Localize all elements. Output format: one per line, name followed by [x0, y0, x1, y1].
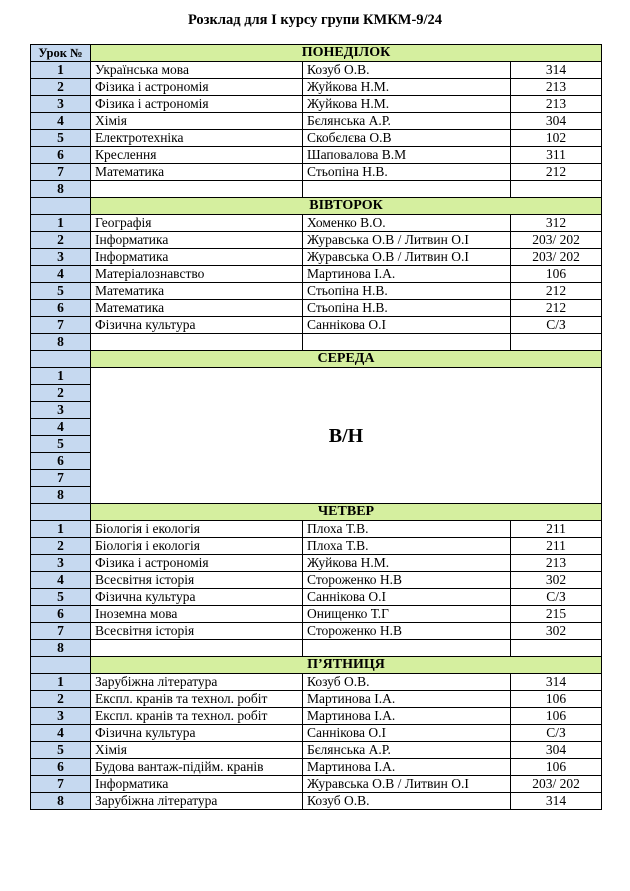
- day-name: ПОНЕДІЛОК: [91, 45, 602, 62]
- room-cell: С/З: [511, 317, 602, 334]
- table-row: [31, 300, 602, 317]
- table-row: [31, 555, 602, 572]
- subject-cell: [91, 181, 303, 198]
- table-row: [31, 606, 602, 623]
- lesson-number: 8: [31, 793, 91, 810]
- teacher-cell: [303, 334, 511, 351]
- day-header-row: [31, 351, 602, 368]
- lesson-number: 6: [31, 147, 91, 164]
- room-cell: 106: [511, 708, 602, 725]
- teacher-cell: Журавська О.В / Литвин О.І: [303, 249, 511, 266]
- teacher-cell: Мартинова І.А.: [303, 759, 511, 776]
- table-row: [31, 538, 602, 555]
- day-header-row: [31, 504, 602, 521]
- subject-cell: Експл. кранів та технол. робіт: [91, 708, 303, 725]
- table-row: [31, 368, 602, 385]
- room-cell: 106: [511, 266, 602, 283]
- lesson-number: 4: [31, 266, 91, 283]
- lesson-number: 5: [31, 742, 91, 759]
- room-cell: 203/ 202: [511, 232, 602, 249]
- table-row: [31, 674, 602, 691]
- subject-cell: Математика: [91, 164, 303, 181]
- table-row: [31, 691, 602, 708]
- room-cell: 212: [511, 283, 602, 300]
- table-row: [31, 572, 602, 589]
- table-row: [31, 623, 602, 640]
- teacher-cell: Стороженко Н.В: [303, 572, 511, 589]
- day-name: ЧЕТВЕР: [91, 504, 602, 521]
- subject-cell: Іноземна мова: [91, 606, 303, 623]
- lesson-number: 7: [31, 164, 91, 181]
- room-cell: 213: [511, 555, 602, 572]
- subject-cell: Фізика і астрономія: [91, 96, 303, 113]
- lesson-number: 2: [31, 691, 91, 708]
- subject-cell: Українська мова: [91, 62, 303, 79]
- table-row: [31, 181, 602, 198]
- table-row: [31, 742, 602, 759]
- room-cell: 203/ 202: [511, 776, 602, 793]
- subject-cell: Фізична культура: [91, 725, 303, 742]
- teacher-cell: Козуб О.В.: [303, 674, 511, 691]
- table-row: [31, 164, 602, 181]
- room-cell: 102: [511, 130, 602, 147]
- teacher-cell: Онищенко Т.Г: [303, 606, 511, 623]
- lesson-number: 3: [31, 402, 91, 419]
- subject-cell: Фізика і астрономія: [91, 79, 303, 96]
- table-row: [31, 776, 602, 793]
- subject-cell: Всесвітня історія: [91, 572, 303, 589]
- lesson-number: 3: [31, 96, 91, 113]
- subject-cell: Фізика і астрономія: [91, 555, 303, 572]
- teacher-cell: Шаповалова В.М: [303, 147, 511, 164]
- teacher-cell: Бєлянська А.Р.: [303, 113, 511, 130]
- lesson-number: 8: [31, 640, 91, 657]
- merged-day-note: В/Н: [91, 368, 602, 504]
- teacher-cell: Стьопіна Н.В.: [303, 164, 511, 181]
- subject-cell: Математика: [91, 300, 303, 317]
- teacher-cell: Саннікова О.І: [303, 725, 511, 742]
- teacher-cell: Хоменко В.О.: [303, 215, 511, 232]
- teacher-cell: Бєлянська А.Р.: [303, 742, 511, 759]
- lesson-number: 6: [31, 453, 91, 470]
- subject-cell: Електротехніка: [91, 130, 303, 147]
- room-cell: 312: [511, 215, 602, 232]
- teacher-cell: Козуб О.В.: [303, 793, 511, 810]
- lesson-number-header: Урок №: [31, 45, 91, 62]
- subject-cell: Географія: [91, 215, 303, 232]
- table-row: [31, 708, 602, 725]
- schedule-body: [31, 45, 602, 810]
- day-name: ВІВТОРОК: [91, 198, 602, 215]
- subject-cell: Інформатика: [91, 776, 303, 793]
- day-header-spacer: [31, 657, 91, 674]
- page-title: Розклад для І курсу групи КМКМ-9/24: [187, 12, 443, 28]
- subject-cell: Фізична культура: [91, 589, 303, 606]
- room-cell: С/З: [511, 589, 602, 606]
- subject-cell: Зарубіжна література: [91, 793, 303, 810]
- lesson-number: 1: [31, 674, 91, 691]
- table-row: [31, 79, 602, 96]
- day-header-row: [31, 198, 602, 215]
- table-row: [31, 317, 602, 334]
- room-cell: 314: [511, 674, 602, 691]
- teacher-cell: Жуйкова Н.М.: [303, 555, 511, 572]
- room-cell: 211: [511, 538, 602, 555]
- room-cell: 212: [511, 164, 602, 181]
- teacher-cell: Мартинова І.А.: [303, 266, 511, 283]
- lesson-number: 7: [31, 623, 91, 640]
- day-name: СЕРЕДА: [91, 351, 602, 368]
- lesson-number: 5: [31, 130, 91, 147]
- lesson-number: 3: [31, 249, 91, 266]
- lesson-number: 4: [31, 572, 91, 589]
- teacher-cell: Плоха Т.В.: [303, 538, 511, 555]
- lesson-number: 5: [31, 436, 91, 453]
- subject-cell: [91, 640, 303, 657]
- room-cell: 211: [511, 521, 602, 538]
- table-row: [31, 759, 602, 776]
- table-row: [31, 130, 602, 147]
- subject-cell: Креслення: [91, 147, 303, 164]
- table-row: [31, 96, 602, 113]
- lesson-number: 2: [31, 385, 91, 402]
- day-header-row: [31, 657, 602, 674]
- teacher-cell: Журавська О.В / Литвин О.І: [303, 232, 511, 249]
- room-cell: 203/ 202: [511, 249, 602, 266]
- teacher-cell: [303, 640, 511, 657]
- subject-cell: Фізична культура: [91, 317, 303, 334]
- room-cell: 311: [511, 147, 602, 164]
- room-cell: [511, 640, 602, 657]
- room-cell: 212: [511, 300, 602, 317]
- lesson-number: 6: [31, 759, 91, 776]
- lesson-number: 8: [31, 334, 91, 351]
- room-cell: С/З: [511, 725, 602, 742]
- lesson-number: 4: [31, 725, 91, 742]
- day-name: П’ЯТНИЦЯ: [91, 657, 602, 674]
- teacher-cell: Плоха Т.В.: [303, 521, 511, 538]
- lesson-number: 5: [31, 589, 91, 606]
- table-row: [31, 725, 602, 742]
- subject-cell: Матеріалознавство: [91, 266, 303, 283]
- room-cell: 213: [511, 96, 602, 113]
- schedule-table: [30, 44, 602, 810]
- room-cell: 215: [511, 606, 602, 623]
- room-cell: 304: [511, 742, 602, 759]
- table-row: [31, 232, 602, 249]
- subject-cell: Зарубіжна література: [91, 674, 303, 691]
- teacher-cell: Журавська О.В / Литвин О.І: [303, 776, 511, 793]
- subject-cell: Будова вантаж-підійм. кранів: [91, 759, 303, 776]
- teacher-cell: Козуб О.В.: [303, 62, 511, 79]
- table-row: [31, 334, 602, 351]
- table-row: [31, 283, 602, 300]
- lesson-number: 2: [31, 538, 91, 555]
- day-header-spacer: [31, 351, 91, 368]
- table-row: [31, 249, 602, 266]
- subject-cell: Інформатика: [91, 249, 303, 266]
- teacher-cell: Стороженко Н.В: [303, 623, 511, 640]
- lesson-number: 1: [31, 368, 91, 385]
- lesson-number: 2: [31, 232, 91, 249]
- table-row: [31, 640, 602, 657]
- lesson-number: 3: [31, 555, 91, 572]
- subject-cell: Хімія: [91, 113, 303, 130]
- lesson-number: 2: [31, 79, 91, 96]
- teacher-cell: Саннікова О.І: [303, 589, 511, 606]
- teacher-cell: Мартинова І.А.: [303, 691, 511, 708]
- table-row: [31, 215, 602, 232]
- lesson-number: 7: [31, 470, 91, 487]
- subject-cell: Хімія: [91, 742, 303, 759]
- lesson-number: 6: [31, 300, 91, 317]
- room-cell: 106: [511, 691, 602, 708]
- subject-cell: Всесвітня історія: [91, 623, 303, 640]
- lesson-number: 1: [31, 521, 91, 538]
- subject-cell: Біологія і екологія: [91, 521, 303, 538]
- day-header-spacer: [31, 198, 91, 215]
- table-row: [31, 521, 602, 538]
- lesson-number: 8: [31, 487, 91, 504]
- subject-cell: Експл. кранів та технол. робіт: [91, 691, 303, 708]
- teacher-cell: Стьопіна Н.В.: [303, 300, 511, 317]
- subject-cell: [91, 334, 303, 351]
- room-cell: 302: [511, 623, 602, 640]
- lesson-number: 6: [31, 606, 91, 623]
- lesson-number: 3: [31, 708, 91, 725]
- lesson-number: 7: [31, 317, 91, 334]
- room-cell: 314: [511, 793, 602, 810]
- lesson-number: 4: [31, 419, 91, 436]
- lesson-number: 7: [31, 776, 91, 793]
- table-row: [31, 147, 602, 164]
- subject-cell: Інформатика: [91, 232, 303, 249]
- table-row: [31, 793, 602, 810]
- day-header-row: [31, 45, 602, 62]
- room-cell: 106: [511, 759, 602, 776]
- room-cell: 314: [511, 62, 602, 79]
- room-cell: 304: [511, 113, 602, 130]
- teacher-cell: Стьопіна Н.В.: [303, 283, 511, 300]
- subject-cell: Математика: [91, 283, 303, 300]
- table-row: [31, 62, 602, 79]
- room-cell: [511, 181, 602, 198]
- room-cell: [511, 334, 602, 351]
- lesson-number: 4: [31, 113, 91, 130]
- room-cell: 302: [511, 572, 602, 589]
- teacher-cell: Мартинова І.А.: [303, 708, 511, 725]
- lesson-number: 1: [31, 215, 91, 232]
- table-row: [31, 589, 602, 606]
- subject-cell: Біологія і екологія: [91, 538, 303, 555]
- teacher-cell: [303, 181, 511, 198]
- table-row: [31, 113, 602, 130]
- teacher-cell: Жуйкова Н.М.: [303, 96, 511, 113]
- lesson-number: 5: [31, 283, 91, 300]
- lesson-number: 8: [31, 181, 91, 198]
- table-row: [31, 266, 602, 283]
- lesson-number: 1: [31, 62, 91, 79]
- teacher-cell: Скобєлєва О.В: [303, 130, 511, 147]
- day-header-spacer: [31, 504, 91, 521]
- teacher-cell: Саннікова О.І: [303, 317, 511, 334]
- teacher-cell: Жуйкова Н.М.: [303, 79, 511, 96]
- room-cell: 213: [511, 79, 602, 96]
